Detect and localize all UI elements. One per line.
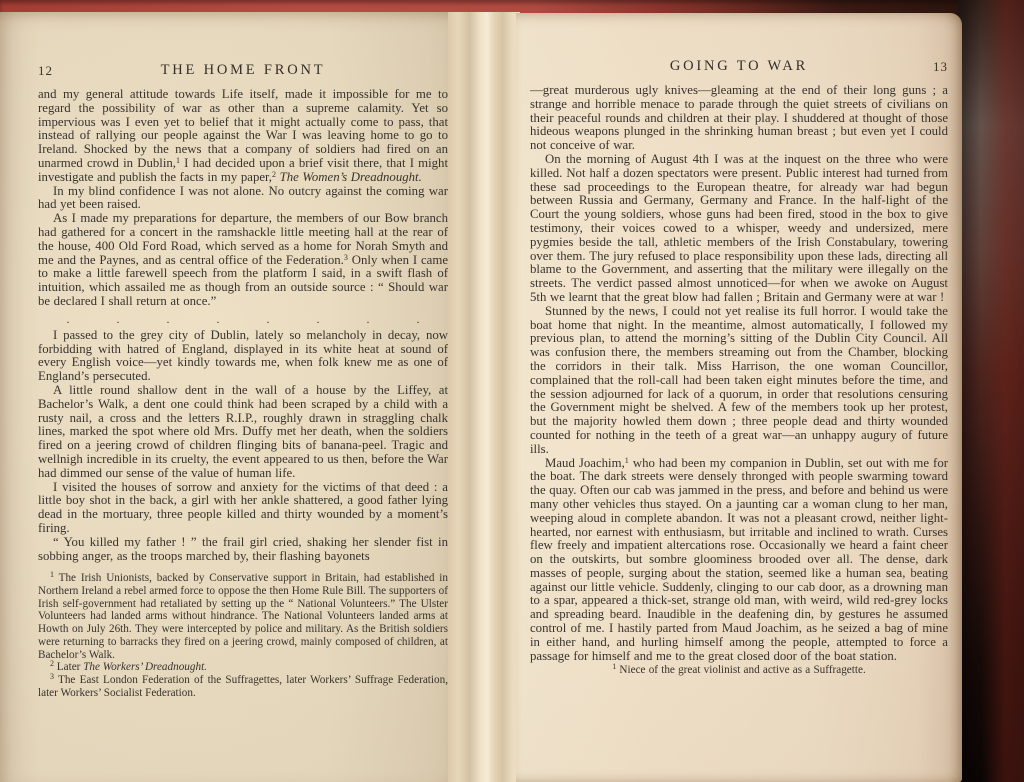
gutter-fold: [448, 12, 520, 782]
right-page-header-row: [530, 58, 948, 75]
running-header-right: GOING TO WAR: [669, 58, 809, 74]
right-page-footnote: [530, 664, 948, 677]
paragraph: On the morning of August 4th I was at the inquest on the three who were killed. Not half a dozen spectators were present. Public interest had turned from these sad proceedings to the European theatre, for already war had begun between Russia and Germany, Germany and France. In the half-light of the Court the young soldiers, whose guns had been fired, stood in the box to give testimony, their voices cowed to a whisper, weedy and undersized, mere pygmies beside the tall, athletic members of the Irish Constabulary, towering over them. The jury refused to place responsibility upon these lads, directing all blame to the Government, and asserting that the military were illegally on the streets. The verdict passed almost unnoticed—for when we awoke on August 5th we learnt that the great blow had fallen ; Britain and Germany were at war !: [530, 151, 948, 304]
page-number-right: 13: [933, 59, 948, 74]
paragraph: $^1$ The Irish Unionists, backed by Conservative support in Britain, had established in Northern Ireland a rebel armed force to oppose the then Home Rule Bill. The supporters of Irish self-government had retaliated by setting up the “ National Volunteers.” The Ulster Volunteers had landed arms without hindrance. The National Volunteers landed arms at Howth on July 26th. They were intercepted by police and military. As the British soldiers were returning to barracks they fired on a jeering crowd, mainly composed of children, at Bachelor’s Walk.: [38, 570, 448, 661]
running-header-left: THE HOME FRONT: [160, 62, 326, 78]
paragraph: I visited the houses of sorrow and anxiety for the victims of that deed : a little boy shot in the back, a girl with her ankle shattered, a good father lying dead in the mortuary, three people killed and thirty wounded by a moment’s firing.: [38, 479, 448, 535]
paragraph: $^1$ Niece of the great violinist and active as a Suffragette.: [612, 662, 866, 677]
left-page-header-row: [38, 62, 448, 79]
paragraph: A little round shallow dent in the wall of a house by the Liffey, at Bachelor’s Walk, a dent one could think had been scraped by a child with a rusty nail, a cross and the letters R.I.P., roughly drawn in straggling chalk lines, marked the spot where old Mrs. Duffy met her death, when the soldiers fired on a jeering crowd of children flinging bits of banana-peel. Tragic and wellnigh incredible in its cruelty, the event appeared to us then, before the War had dimmed our sense of the value of human life.: [38, 382, 448, 480]
paragraph: and my general attitude towards Life itself, made it impossible for me to regard the possibility of war as other than a supreme calamity. Yet so impervious was I even yet to belief that it might actually come to pass, that instead of rallying our people against the War I was leaving home to go to Ireland. Shocked by the news that a company of soldiers had fired on an unarmed crowd in Dublin,$^1$ I had decided upon a brief visit there, that I might investigate and publish the facts in my paper,$^2$ The Women’s Dreadnought.: [38, 87, 449, 184]
section-break-dots: . . . . . . . .: [66, 311, 420, 326]
paragraph: $^2$ Later The Workers’ Dreadnought.: [50, 659, 207, 674]
paragraph: As I made my preparations for departure, the members of our Bow branch had gathered for a concert in the ramshackle little meeting hall at the rear of the house, 400 Old Ford Road, which served as a home for Norah Smyth and me and the Paynes, and as central office of the Federation.$^3$ Only when I came to make a little farewell speech from the platform I said, in a swift flash of intuition, which assailed me as though from an outside source : “ Should war be declared I shall return at once.”: [38, 211, 448, 308]
page-number-left: 12: [38, 63, 53, 78]
right-page: [516, 13, 962, 782]
paragraph: Stunned by the news, I could not yet realise its full horror. I would take the boat home that night. In the meantime, almost automatically, I followed my previous plan, to attend the morning’s sitting of the Dublin City Council. All was confusion there, the members streaming out from the Chamber, blocking the corridors in their talk. Miss Harrison, the one woman Councillor, complained that the roll-call had been taken eight minutes before the time, and the session adjourned for lack of a quorum, in order that resolutions censuring the Government might be shelved. A few of the members took up her protest, but the majority howled them down ; three people dead and thirty wounded counted for nothing in the teeth of a great war—an unhappy augury of future ills.: [530, 303, 948, 456]
left-page: [0, 12, 452, 782]
right-page-body: [530, 84, 948, 663]
left-page-footnotes: [38, 572, 448, 699]
paragraph: —great murderous ugly knives—gleaming at the end of their long guns ; a strange and horrible menace to parade through the quiet streets of civilians on their peaceful rounds and children at their play. I shuddered at thought of those hideous weapons plunged in the shrinking human breast ; but even yet I could not conceive of war.: [530, 83, 948, 153]
left-page-body: [38, 88, 448, 563]
paragraph: “ You killed my father ! ” the frail girl cried, shaking her slender fist in sobbing anger, as the troops marched by, their flashing bayonets: [38, 534, 448, 563]
background-shadow-right: [958, 0, 1024, 782]
paragraph: $^3$ The East London Federation of the Suffragettes, later Workers’ Suffrage Federation, later Workers’ Socialist Federation.: [38, 671, 448, 699]
paragraph: I passed to the grey city of Dublin, lately so melancholy in decay, now forbidding with hatred of England, displayed in its white heat at sound of every English voice—yet kindly towards me, when folk knew me as one of England’s persecuted.: [38, 327, 448, 384]
paragraph: Maud Joachim,$^1$ who had been my companion in Dublin, set out with me for the boat. The dark streets were densely thronged with people swarming toward the quay. Often our cab was jammed in the press, and before and behind us were many other vehicles thus stayed. On a jaunting car a woman clung to her man, weeping aloud in complete abandon. It was not a pleasant crowd, neither light-hearted, nor earnest with enthusiasm, but irritable and inclined to wrath. Curses flew freely and impatient altercations rose. Occasionally we heard a faint cheer on the outskirts, but sombre gloominess brooded over all. The dense, dark masses of people, surging about the station, seemed like a human sea, beating against our little vehicle. Suddenly, clinging to our cab door, as a drowning man to a spar, appeared a thick-set, strange old man, with weird, wild red-grey locks and spreading beard. Inaudible in the deafening din, by gestures he assumed control of me. I hastily parted from Maud Joachim, as he seized a bag of mine in either hand, and hurling himself among the people, attempted to force a passage for himself and me to the great closed door of the boat station.: [530, 455, 948, 663]
paragraph: In my blind confidence I was not alone. No outcry against the coming war had yet been raised.: [38, 183, 448, 212]
